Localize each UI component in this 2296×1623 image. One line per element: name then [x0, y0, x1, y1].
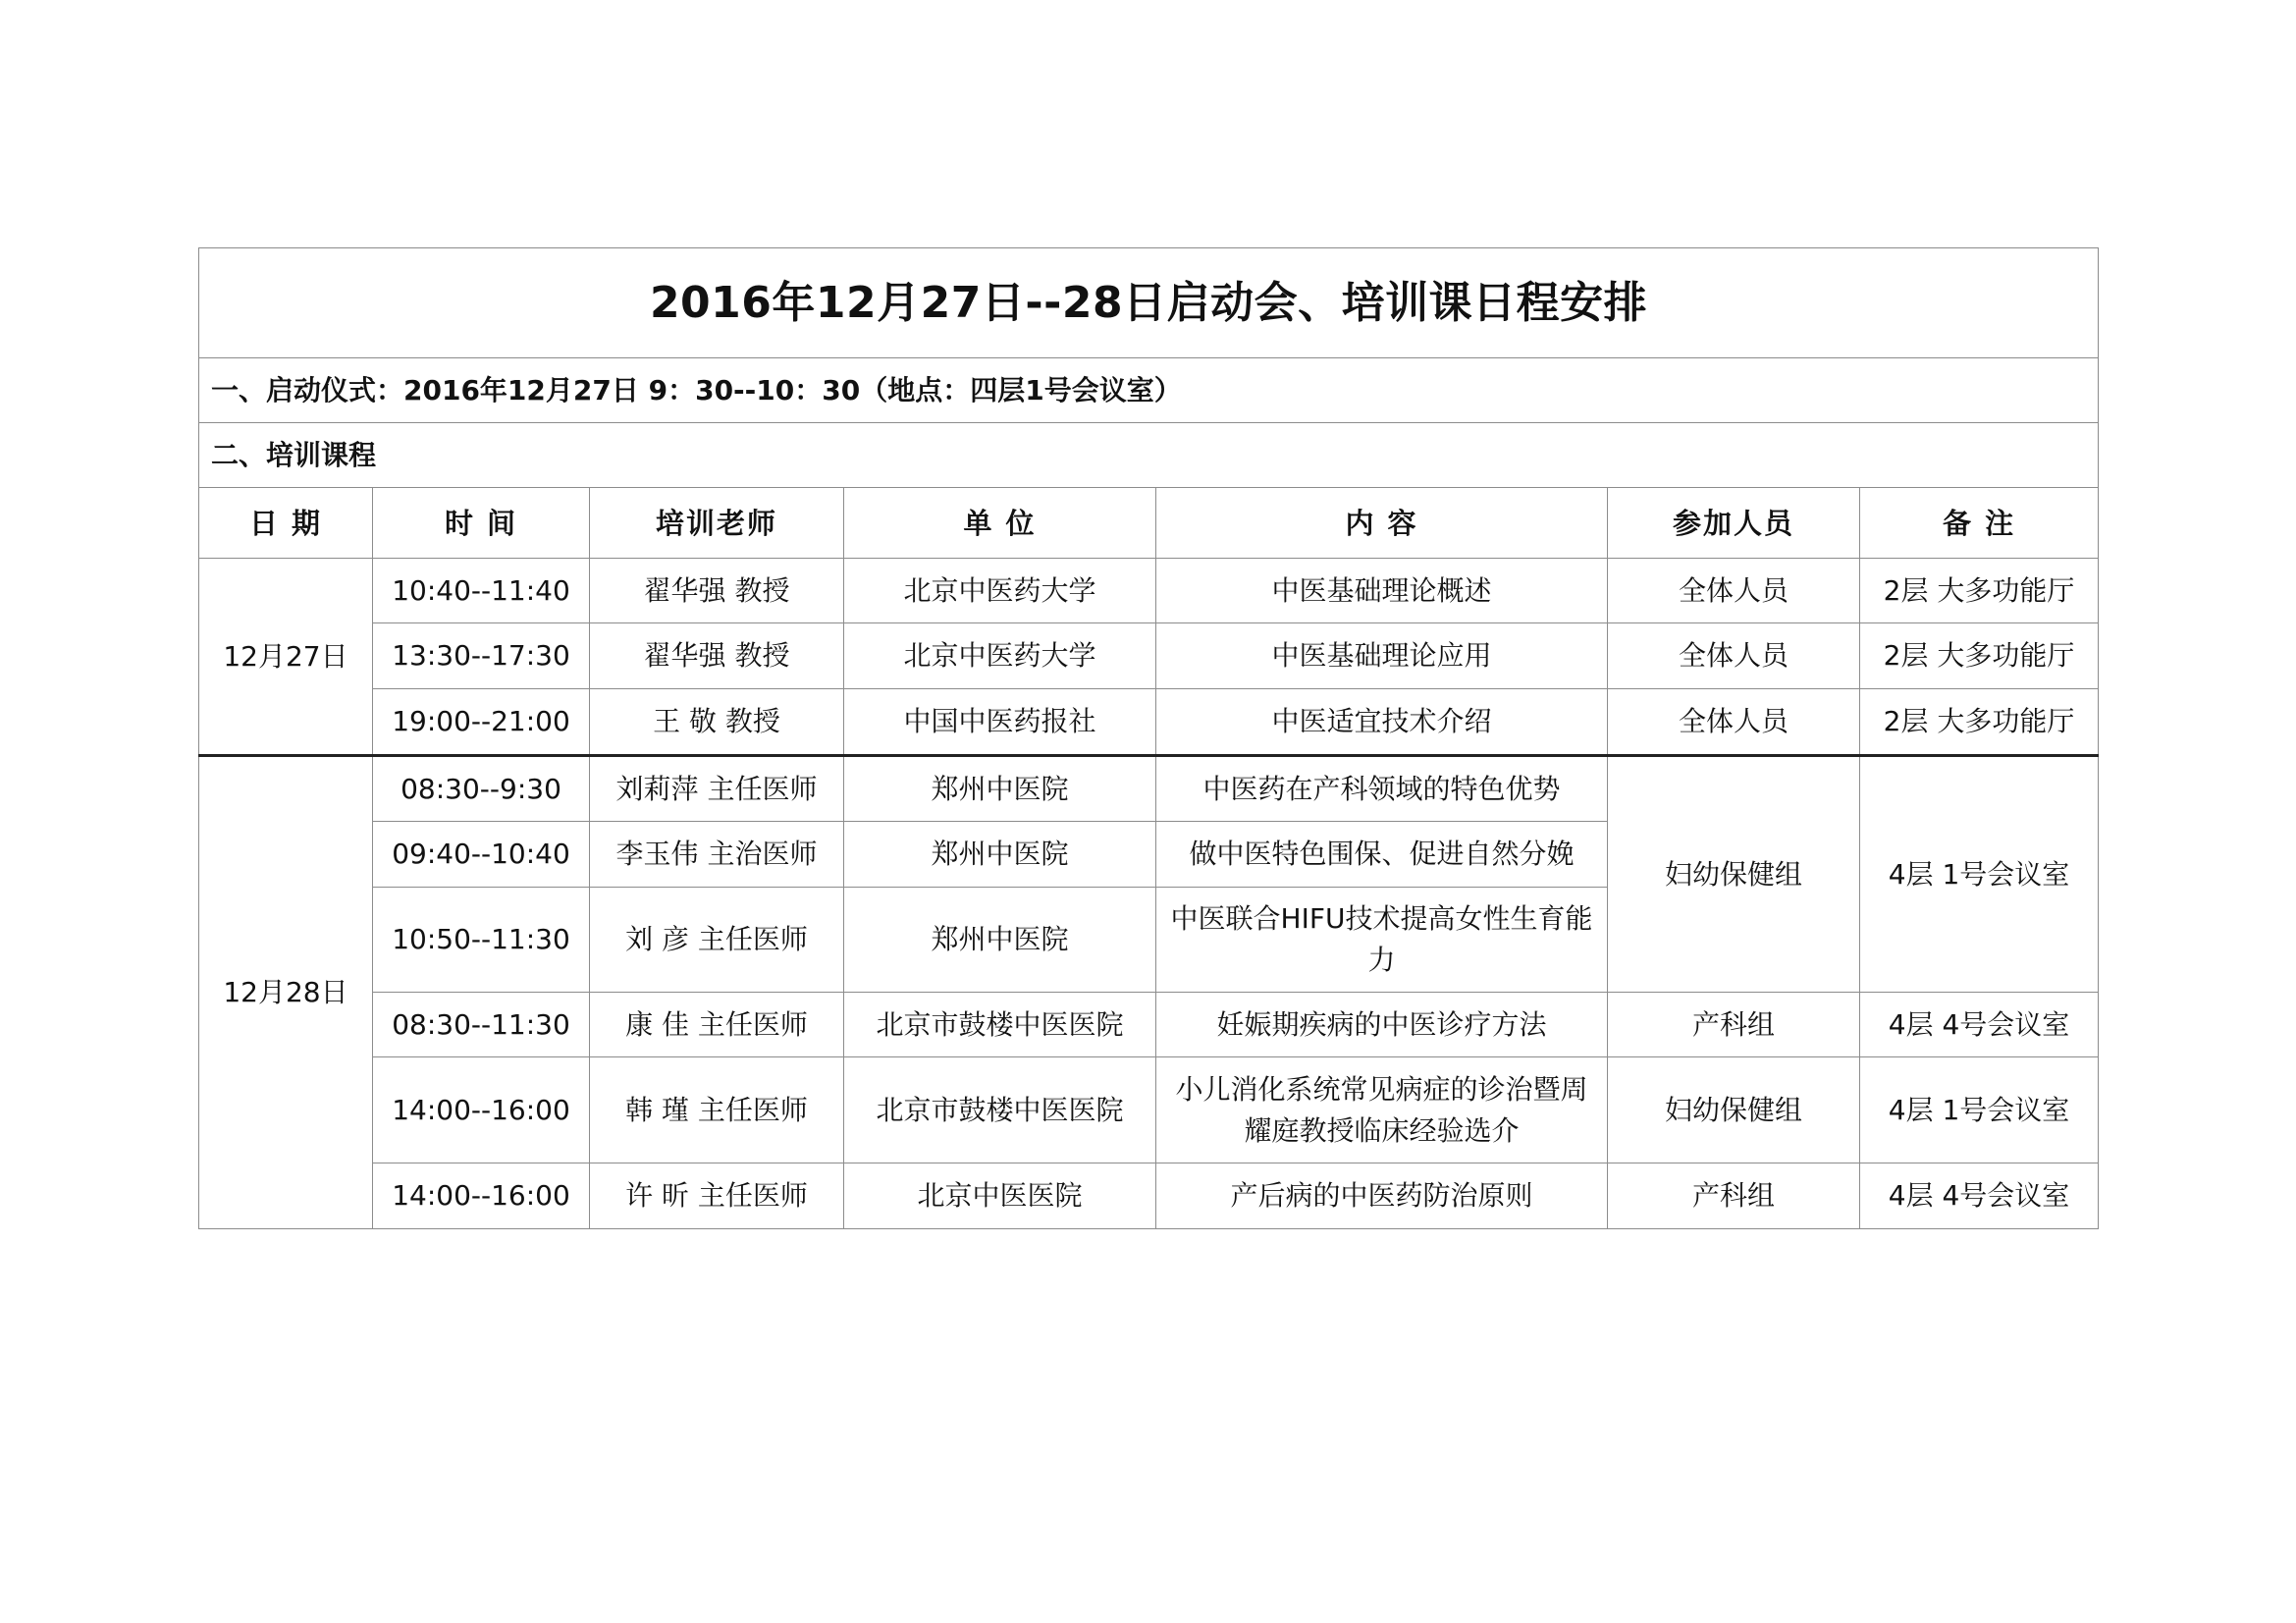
note-cell: 4层 4号会议室 — [1860, 993, 2099, 1057]
table-row — [199, 1057, 2099, 1163]
content-cell: 中医联合HIFU技术提高女性生育能力 — [1156, 888, 1608, 993]
header-teacher: 培训老师 — [590, 488, 844, 559]
table-row — [199, 689, 2099, 756]
time-cell: 14:00--16:00 — [373, 1057, 590, 1163]
content-cell: 中医基础理论应用 — [1156, 623, 1608, 689]
content-cell: 做中医特色围保、促进自然分娩 — [1156, 822, 1608, 888]
header-content: 内 容 — [1156, 488, 1608, 559]
schedule-table — [198, 247, 2099, 1229]
header-participants: 参加人员 — [1608, 488, 1860, 559]
unit-cell: 郑州中医院 — [844, 756, 1156, 822]
content-cell: 小儿消化系统常见病症的诊治暨周耀庭教授临床经验选介 — [1156, 1057, 1608, 1163]
content-cell: 中医药在产科领域的特色优势 — [1156, 756, 1608, 822]
unit-cell: 郑州中医院 — [844, 888, 1156, 993]
unit-cell: 北京中医药大学 — [844, 559, 1156, 623]
teacher-cell: 刘莉萍 主任医师 — [590, 756, 844, 822]
table-row — [199, 993, 2099, 1057]
participants-cell: 妇幼保健组 — [1608, 756, 1860, 993]
teacher-cell: 王 敬 教授 — [590, 689, 844, 756]
time-cell: 08:30--9:30 — [373, 756, 590, 822]
table-row — [199, 756, 2099, 822]
content-cell: 妊娠期疾病的中医诊疗方法 — [1156, 993, 1608, 1057]
content-cell: 产后病的中医药防治原则 — [1156, 1163, 1608, 1229]
content-cell: 中医适宜技术介绍 — [1156, 689, 1608, 756]
table-row — [199, 623, 2099, 689]
unit-cell: 北京中医医院 — [844, 1163, 1156, 1229]
time-cell: 08:30--11:30 — [373, 993, 590, 1057]
date-cell: 12月27日 — [199, 559, 373, 756]
participants-cell: 全体人员 — [1608, 623, 1860, 689]
participants-cell: 妇幼保健组 — [1608, 1057, 1860, 1163]
note-cell: 2层 大多功能厅 — [1860, 559, 2099, 623]
note-cell: 4层 1号会议室 — [1860, 756, 2099, 993]
unit-cell: 郑州中医院 — [844, 822, 1156, 888]
header-date: 日 期 — [199, 488, 373, 559]
teacher-cell: 翟华强 教授 — [590, 623, 844, 689]
time-cell: 10:50--11:30 — [373, 888, 590, 993]
time-cell: 14:00--16:00 — [373, 1163, 590, 1229]
header-unit: 单 位 — [844, 488, 1156, 559]
teacher-cell: 李玉伟 主治医师 — [590, 822, 844, 888]
participants-cell: 产科组 — [1608, 993, 1860, 1057]
participants-cell: 产科组 — [1608, 1163, 1860, 1229]
header-time: 时 间 — [373, 488, 590, 559]
note-cell: 4层 4号会议室 — [1860, 1163, 2099, 1229]
date-cell: 12月28日 — [199, 756, 373, 1229]
training-courses-heading: 二、培训课程 — [199, 423, 2099, 488]
table-row — [199, 559, 2099, 623]
teacher-cell: 康 佳 主任医师 — [590, 993, 844, 1057]
teacher-cell: 翟华强 教授 — [590, 559, 844, 623]
teacher-cell: 刘 彦 主任医师 — [590, 888, 844, 993]
time-cell: 13:30--17:30 — [373, 623, 590, 689]
note-cell: 2层 大多功能厅 — [1860, 623, 2099, 689]
note-cell: 2层 大多功能厅 — [1860, 689, 2099, 756]
unit-cell: 北京市鼓楼中医医院 — [844, 993, 1156, 1057]
teacher-cell: 韩 瑾 主任医师 — [590, 1057, 844, 1163]
teacher-cell: 许 昕 主任医师 — [590, 1163, 844, 1229]
time-cell: 19:00--21:00 — [373, 689, 590, 756]
time-cell: 09:40--10:40 — [373, 822, 590, 888]
unit-cell: 中国中医药报社 — [844, 689, 1156, 756]
time-cell: 10:40--11:40 — [373, 559, 590, 623]
unit-cell: 北京市鼓楼中医医院 — [844, 1057, 1156, 1163]
opening-ceremony-info: 一、启动仪式：2016年12月27日 9：30--10：30（地点：四层1号会议室） — [199, 358, 2099, 423]
document-title: 2016年12月27日--28日启动会、培训课日程安排 — [199, 248, 2099, 358]
content-cell: 中医基础理论概述 — [1156, 559, 1608, 623]
header-note: 备 注 — [1860, 488, 2099, 559]
participants-cell: 全体人员 — [1608, 559, 1860, 623]
note-cell: 4层 1号会议室 — [1860, 1057, 2099, 1163]
unit-cell: 北京中医药大学 — [844, 623, 1156, 689]
participants-cell: 全体人员 — [1608, 689, 1860, 756]
table-header-row — [199, 488, 2099, 559]
table-row — [199, 1163, 2099, 1229]
